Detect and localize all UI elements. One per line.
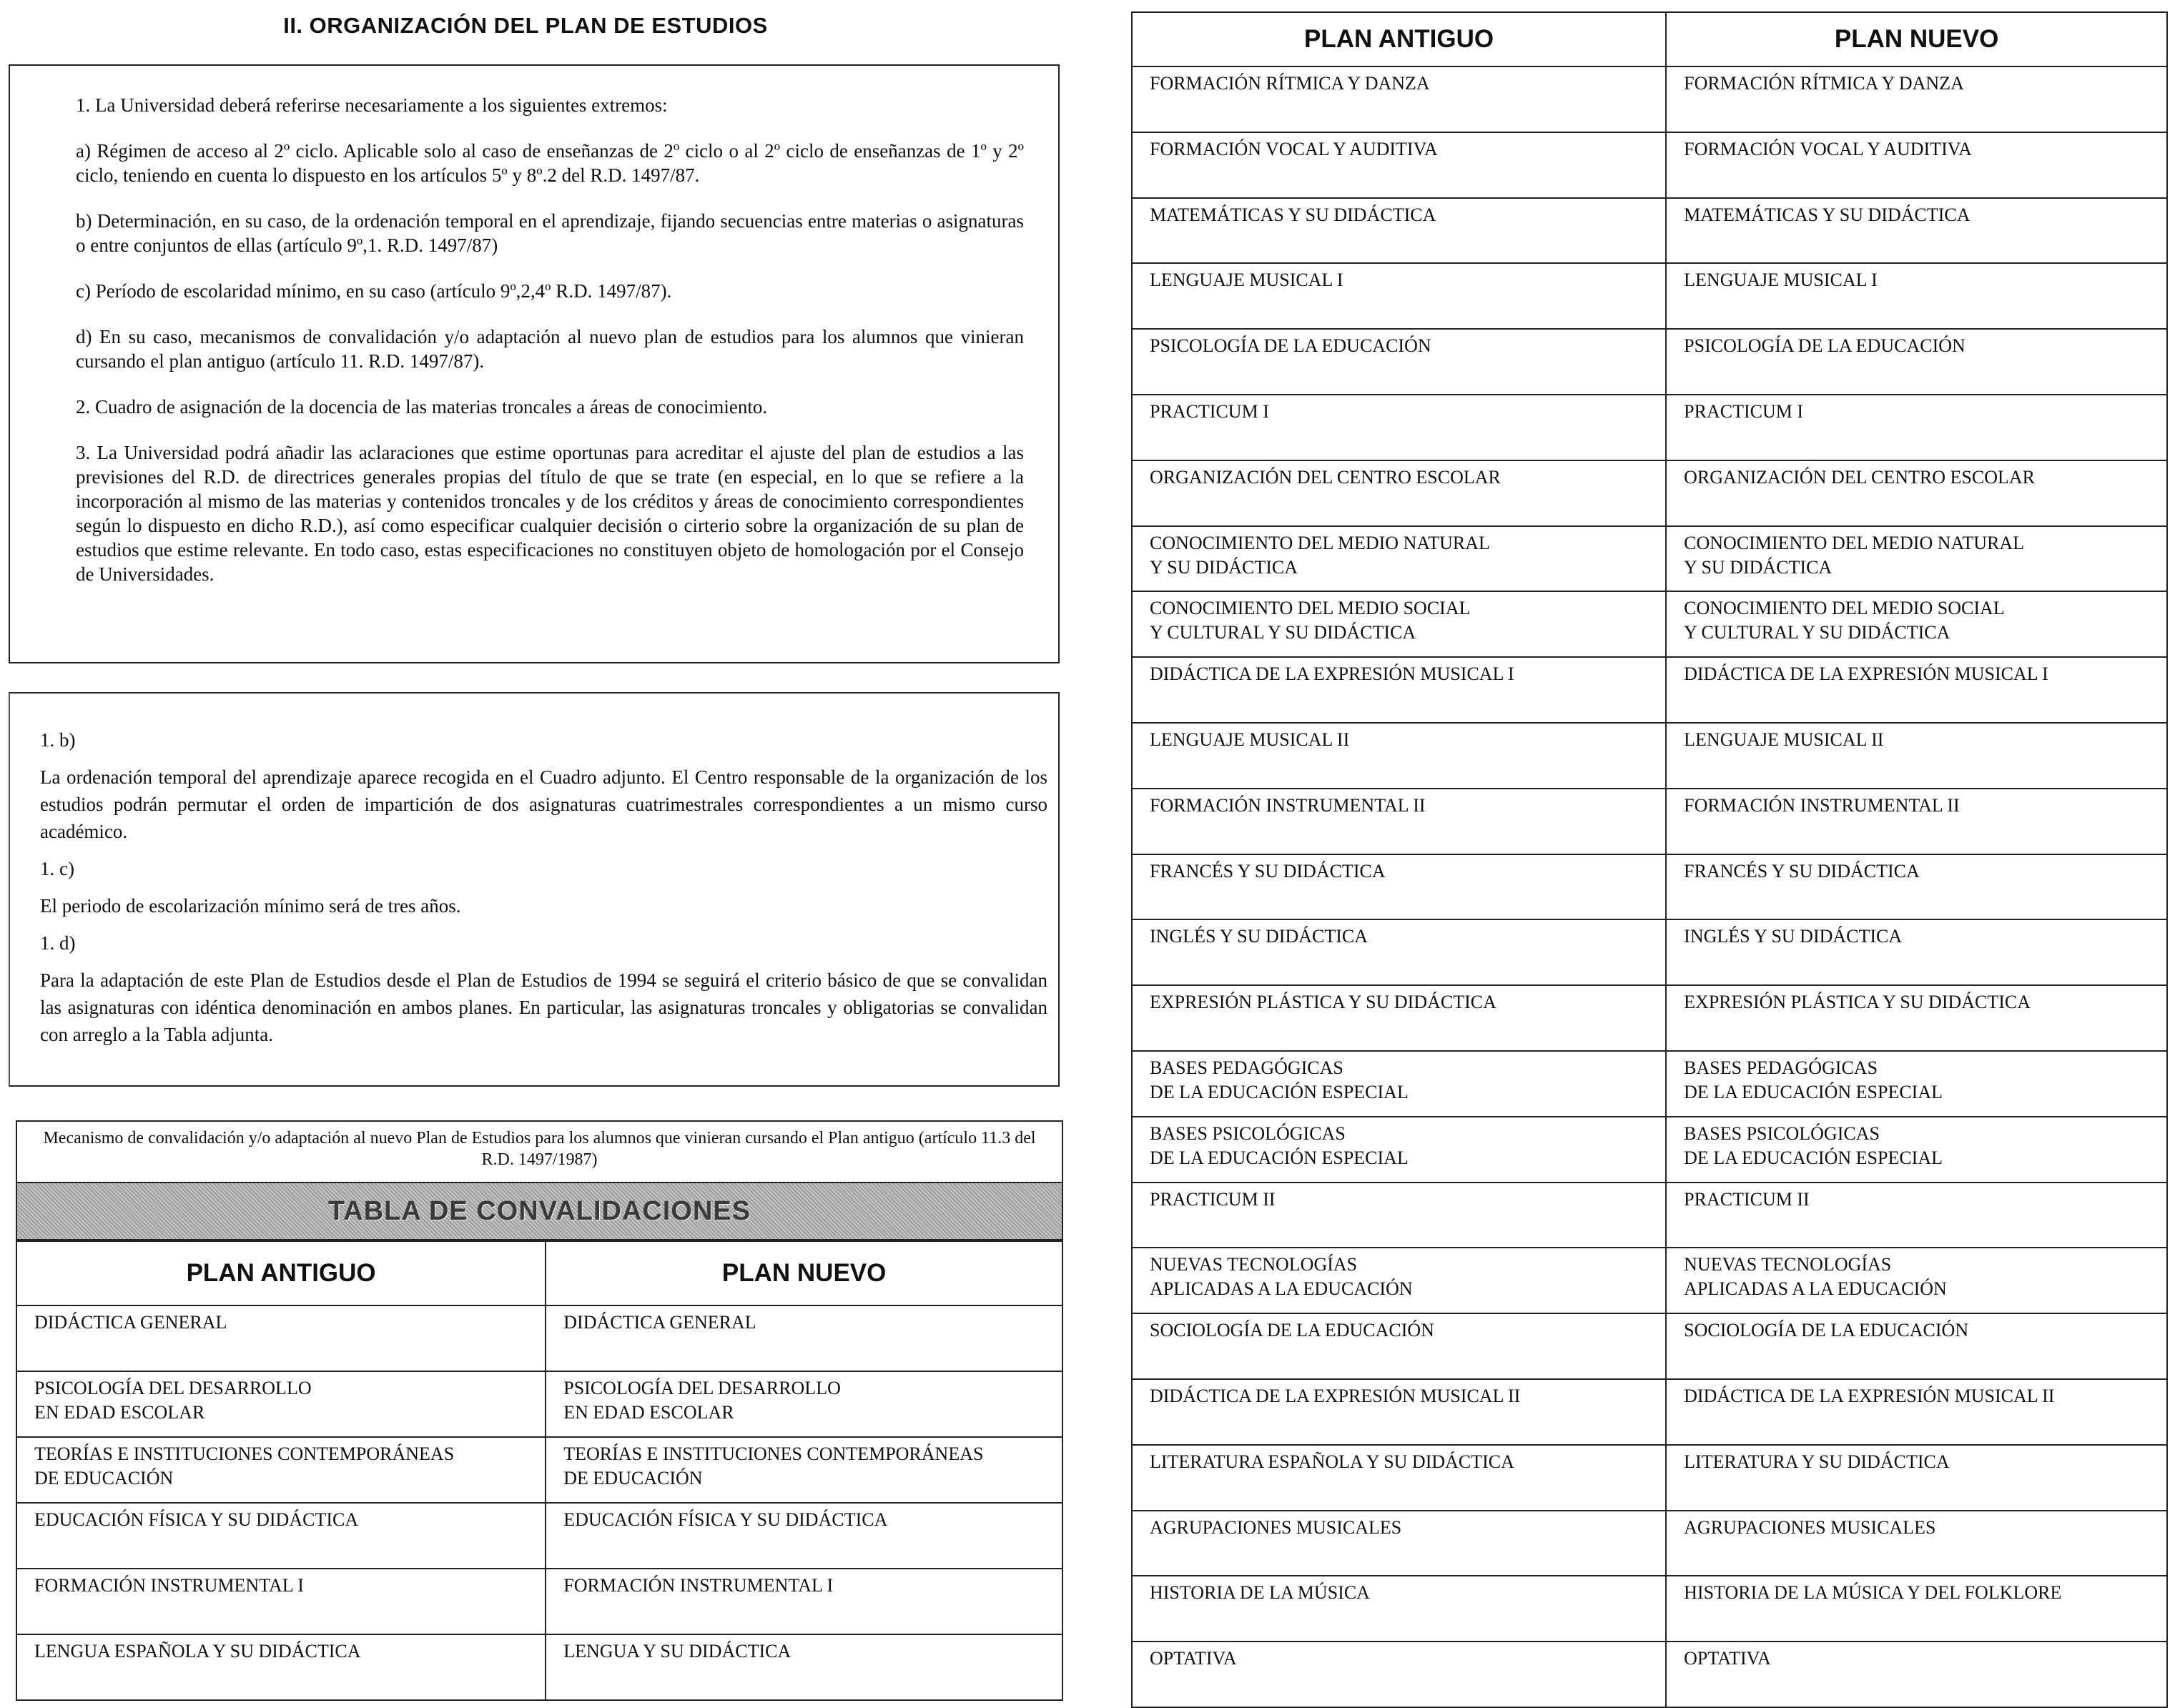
subject-name: INGLÉS Y SU DIDÁCTICA	[1684, 926, 1903, 947]
cell-plan-antiguo	[16, 1371, 546, 1437]
cell-plan-antiguo	[16, 1305, 546, 1371]
table-row	[1132, 1313, 2167, 1379]
subject-name: SOCIOLOGÍA DE LA EDUCACIÓN	[1150, 1320, 1434, 1341]
cell-plan-nuevo	[1666, 985, 2167, 1051]
subject-name: EDUCACIÓN FÍSICA Y SU DIDÁCTICA	[34, 1509, 359, 1530]
cell-plan-antiguo	[1132, 1248, 1666, 1313]
subject-name: LENGUAJE MUSICAL II	[1150, 729, 1350, 750]
subject-name: PSICOLOGÍA DEL DESARROLLO EN EDAD ESCOLAR	[563, 1378, 841, 1423]
subject-name: EDUCACIÓN FÍSICA Y SU DIDÁCTICA	[563, 1509, 888, 1530]
subject-name: PSICOLOGÍA DE LA EDUCACIÓN	[1150, 335, 1431, 357]
cell-plan-nuevo	[546, 1305, 1062, 1371]
cell-plan-antiguo	[1132, 591, 1666, 657]
cell-plan-antiguo	[1132, 919, 1666, 985]
table-row	[1132, 1379, 2167, 1445]
cell-plan-antiguo	[1132, 329, 1666, 395]
mechanism-caption: Mecanismo de convalidación y/o adaptación al nuevo Plan de Estudios para los alumnos que vinieran cursando el Plan antiguo (artículo 11.3 del R.D. 1497/1987)	[16, 1120, 1063, 1182]
subject-name: FRANCÉS Y SU DIDÁCTICA	[1150, 860, 1386, 882]
subject-name: BASES PEDAGÓGICAS DE LA EDUCACIÓN ESPECIAL	[1150, 1057, 1409, 1102]
cell-plan-nuevo	[1666, 526, 2167, 592]
subject-name: AGRUPACIONES MUSICALES	[1150, 1516, 1402, 1538]
cell-plan-antiguo	[1132, 1051, 1666, 1117]
subject-name: CONOCIMIENTO DEL MEDIO SOCIAL Y CULTURAL Y SU DIDÁCTICA	[1150, 598, 1471, 643]
table-row	[1132, 1051, 2167, 1117]
cell-plan-nuevo	[1666, 1313, 2167, 1379]
cell-plan-antiguo	[1132, 1313, 1666, 1379]
subject-name: DIDÁCTICA DE LA EXPRESIÓN MUSICAL II	[1150, 1385, 1521, 1406]
cell-plan-nuevo	[1666, 723, 2167, 789]
cell-plan-antiguo	[16, 1634, 546, 1700]
cell-plan-nuevo	[1666, 198, 2167, 264]
table-row	[16, 1437, 1062, 1503]
cell-plan-nuevo	[1666, 919, 2167, 985]
subject-name: PRACTICUM II	[1684, 1188, 1810, 1210]
subject-name: DIDÁCTICA DE LA EXPRESIÓN MUSICAL II	[1684, 1385, 2055, 1406]
cell-plan-antiguo	[1132, 263, 1666, 329]
subject-name: LENGUA Y SU DIDÁCTICA	[563, 1641, 791, 1662]
subject-name: FORMACIÓN INSTRUMENTAL II	[1684, 794, 1960, 816]
subject-name: CONOCIMIENTO DEL MEDIO SOCIAL Y CULTURAL Y SU DIDÁCTICA	[1684, 598, 2005, 643]
answer-c-text: El periodo de escolarización mínimo será de tres años.	[40, 895, 461, 917]
subject-name: FORMACIÓN INSTRUMENTAL I	[563, 1575, 834, 1596]
subject-name: CONOCIMIENTO DEL MEDIO NATURAL Y SU DIDÁCTICA	[1684, 532, 2025, 578]
table-row	[1132, 1511, 2167, 1576]
table-row	[1132, 723, 2167, 789]
subject-name: SOCIOLOGÍA DE LA EDUCACIÓN	[1684, 1320, 1969, 1341]
subject-name: AGRUPACIONES MUSICALES	[1684, 1516, 1936, 1538]
subject-name: LENGUAJE MUSICAL I	[1684, 270, 1878, 291]
table-row	[16, 1371, 1062, 1437]
cell-plan-nuevo	[1666, 1051, 2167, 1117]
subject-name: DIDÁCTICA GENERAL	[34, 1312, 227, 1333]
cell-plan-nuevo	[546, 1634, 1062, 1700]
cell-plan-nuevo	[1666, 1248, 2167, 1313]
instruction-item: 2. Cuadro de asignación de la docencia de las materias troncales a áreas de conocimiento.	[76, 396, 768, 418]
subject-name: ORGANIZACIÓN DEL CENTRO ESCOLAR	[1684, 466, 2036, 488]
subject-name: EXPRESIÓN PLÁSTICA Y SU DIDÁCTICA	[1150, 992, 1496, 1013]
table-row	[16, 1305, 1062, 1371]
cell-plan-nuevo	[546, 1437, 1062, 1503]
subject-name: FORMACIÓN RÍTMICA Y DANZA	[1150, 73, 1430, 94]
cell-plan-nuevo	[1666, 460, 2167, 526]
subject-name: FRANCÉS Y SU DIDÁCTICA	[1684, 860, 1920, 882]
instruction-item: 1. La Universidad deberá referirse necesariamente a los siguientes extremos:	[76, 94, 668, 116]
table-row	[1132, 1117, 2167, 1183]
answer-c-label: 1. c)	[40, 858, 74, 879]
subject-name: LENGUAJE MUSICAL II	[1684, 729, 1884, 750]
subject-name: PSICOLOGÍA DEL DESARROLLO EN EDAD ESCOLAR	[34, 1378, 312, 1423]
subject-name: DIDÁCTICA DE LA EXPRESIÓN MUSICAL I	[1150, 663, 1514, 685]
cell-plan-antiguo	[1132, 723, 1666, 789]
cell-plan-antiguo	[1132, 395, 1666, 460]
subject-name: FORMACIÓN RÍTMICA Y DANZA	[1684, 73, 1964, 94]
cell-plan-antiguo	[1132, 198, 1666, 264]
instructions-box	[9, 64, 1060, 663]
cell-plan-antiguo	[1132, 1445, 1666, 1511]
instruction-item: d) En su caso, mecanismos de convalidación y/o adaptación al nuevo plan de estudios para los alumnos que vinieran cursando el plan antiguo (artículo 11. R.D. 1497/87).	[76, 326, 1024, 372]
instruction-item: 3. La Universidad podrá añadir las aclaraciones que estime oportunas para acreditar el ajuste del plan de estudios a las previsiones del R.D. de directrices generales propias del título de que se trate (en especial, en lo que se refiere a la incorporación al mismo de las materias y contenidos troncales y de los créditos y áreas de conocimiento correspondientes según lo dispuesto en dicho R.D.), así como especificar cualquier decisión o cirterio sobre la organización de su plan de estudios que estime relevante. En todo caso, estas especificaciones no constituyen objeto de homologación por el Consejo de Universidades.	[76, 442, 1024, 585]
convalidation-table-right	[1131, 11, 2168, 1708]
cell-plan-antiguo	[1132, 526, 1666, 592]
answer-b-text: La ordenación temporal del aprendizaje aparece recogida en el Cuadro adjunto. El Centro responsable de la organización de los estudios podrán permutar el orden de impartición de dos asignaturas cuatrimestrales correspondientes a un mismo curso académico.	[40, 766, 1047, 842]
cell-plan-nuevo	[1666, 1642, 2167, 1707]
table-row	[1132, 985, 2167, 1051]
subject-name: TEORÍAS E INSTITUCIONES CONTEMPORÁNEAS DE EDUCACIÓN	[563, 1443, 984, 1489]
table-row	[1132, 1248, 2167, 1313]
table-row	[1132, 132, 2167, 198]
subject-name: LENGUAJE MUSICAL I	[1150, 270, 1343, 291]
table-row	[1132, 1183, 2167, 1248]
subject-name: BASES PSICOLÓGICAS DE LA EDUCACIÓN ESPECIAL	[1150, 1122, 1409, 1168]
subject-name: DIDÁCTICA DE LA EXPRESIÓN MUSICAL I	[1684, 663, 2048, 685]
subject-name: FORMACIÓN VOCAL Y AUDITIVA	[1684, 138, 1972, 159]
subject-name: LITERATURA ESPAÑOLA Y SU DIDÁCTICA	[1150, 1451, 1514, 1472]
subject-name: LITERATURA Y SU DIDÁCTICA	[1684, 1451, 1950, 1472]
subject-name: OPTATIVA	[1150, 1648, 1237, 1669]
subject-name: TEORÍAS E INSTITUCIONES CONTEMPORÁNEAS DE EDUCACIÓN	[34, 1443, 455, 1489]
cell-plan-antiguo	[1132, 132, 1666, 198]
table-row	[16, 1569, 1062, 1634]
section-title: II. ORGANIZACIÓN DEL PLAN DE ESTUDIOS	[283, 13, 768, 38]
subject-name: MATEMÁTICAS Y SU DIDÁCTICA	[1684, 204, 1971, 225]
table-row	[1132, 919, 2167, 985]
table-row	[1132, 1576, 2167, 1642]
subject-name: INGLÉS Y SU DIDÁCTICA	[1150, 926, 1368, 947]
subject-name: DIDÁCTICA GENERAL	[563, 1312, 756, 1333]
cell-plan-antiguo	[1132, 1576, 1666, 1642]
subject-name: FORMACIÓN INSTRUMENTAL II	[1150, 794, 1426, 816]
subject-name: EXPRESIÓN PLÁSTICA Y SU DIDÁCTICA	[1684, 992, 2031, 1013]
cell-plan-nuevo	[1666, 395, 2167, 460]
cell-plan-nuevo	[1666, 132, 2167, 198]
header-plan-nuevo: PLAN NUEVO	[1666, 12, 2167, 66]
cell-plan-antiguo	[1132, 789, 1666, 854]
subject-name: ORGANIZACIÓN DEL CENTRO ESCOLAR	[1150, 466, 1501, 488]
cell-plan-antiguo	[16, 1437, 546, 1503]
subject-name: PSICOLOGÍA DE LA EDUCACIÓN	[1684, 335, 1966, 357]
cell-plan-nuevo	[1666, 263, 2167, 329]
subject-name: MATEMÁTICAS Y SU DIDÁCTICA	[1150, 204, 1436, 225]
table-row	[1132, 198, 2167, 264]
cell-plan-antiguo	[1132, 1642, 1666, 1707]
table-row	[1132, 591, 2167, 657]
cell-plan-nuevo	[1666, 854, 2167, 920]
cell-plan-antiguo	[1132, 1511, 1666, 1576]
table-row	[1132, 1445, 2167, 1511]
table-row	[16, 1503, 1062, 1569]
cell-plan-antiguo	[1132, 1117, 1666, 1183]
table-row	[1132, 263, 2167, 329]
instruction-item: a) Régimen de acceso al 2º ciclo. Aplicable solo al caso de enseñanzas de 2º ciclo o al 2º ciclo de enseñanzas de 1º y 2º ciclo, teniendo en cuenta lo dispuesto en los artículos 5º y 8º.2 del R.D. 1497/87.	[76, 140, 1024, 186]
subject-name: HISTORIA DE LA MÚSICA Y DEL FOLKLORE	[1684, 1582, 2062, 1604]
subject-name: CONOCIMIENTO DEL MEDIO NATURAL Y SU DIDÁCTICA	[1150, 532, 1490, 578]
subject-name: NUEVAS TECNOLOGÍAS APLICADAS A LA EDUCACIÓN	[1150, 1254, 1413, 1300]
header-plan-antiguo: PLAN ANTIGUO	[1132, 12, 1666, 66]
cell-plan-nuevo	[1666, 591, 2167, 657]
table-row	[1132, 526, 2167, 592]
instruction-item: b) Determinación, en su caso, de la ordenación temporal en el aprendizaje, fijando secuencias entre materias o asignaturas o entre conjuntos de ellas (artículo 9º,1. R.D. 1497/87)	[76, 210, 1024, 256]
cell-plan-nuevo	[546, 1503, 1062, 1569]
header-plan-nuevo: PLAN NUEVO	[546, 1241, 1062, 1305]
cell-plan-antiguo	[1132, 657, 1666, 723]
cell-plan-antiguo	[1132, 66, 1666, 132]
answers-box	[9, 692, 1060, 1087]
table-row	[1132, 854, 2167, 920]
subject-name: FORMACIÓN VOCAL Y AUDITIVA	[1150, 138, 1438, 159]
subject-name: PRACTICUM I	[1150, 400, 1269, 422]
cell-plan-nuevo	[1666, 66, 2167, 132]
subject-name: LENGUA ESPAÑOLA Y SU DIDÁCTICA	[34, 1641, 361, 1662]
cell-plan-antiguo	[16, 1503, 546, 1569]
table-row	[1132, 657, 2167, 723]
subject-name: PRACTICUM I	[1684, 400, 1804, 422]
answer-b-label: 1. b)	[40, 729, 76, 751]
cell-plan-nuevo	[1666, 1511, 2167, 1576]
table-title-banner	[16, 1182, 1063, 1240]
answer-d-text: Para la adaptación de este Plan de Estudios desde el Plan de Estudios de 1994 se seguirá el criterio básico de que se convalidan las asignaturas con idéntica denominación en ambos planes. En particular, las asignaturas troncales y obligatorias se convalidan con arreglo a la Tabla adjunta.	[40, 969, 1047, 1045]
cell-plan-nuevo	[1666, 1183, 2167, 1248]
cell-plan-nuevo	[1666, 1117, 2167, 1183]
table-row	[1132, 395, 2167, 460]
subject-name: NUEVAS TECNOLOGÍAS APLICADAS A LA EDUCACIÓN	[1684, 1254, 1947, 1300]
table-row	[1132, 1642, 2167, 1707]
cell-plan-antiguo	[1132, 1183, 1666, 1248]
table-title: TABLA DE CONVALIDACIONES	[327, 1195, 751, 1226]
table-row	[1132, 460, 2167, 526]
cell-plan-antiguo	[1132, 1379, 1666, 1445]
cell-plan-nuevo	[1666, 789, 2167, 854]
cell-plan-antiguo	[1132, 460, 1666, 526]
table-row	[1132, 66, 2167, 132]
cell-plan-nuevo	[1666, 1379, 2167, 1445]
cell-plan-antiguo	[16, 1569, 546, 1634]
subject-name: FORMACIÓN INSTRUMENTAL I	[34, 1575, 304, 1596]
convalidation-table-left	[16, 1240, 1063, 1701]
cell-plan-antiguo	[1132, 985, 1666, 1051]
cell-plan-nuevo	[546, 1569, 1062, 1634]
table-row	[1132, 789, 2167, 854]
cell-plan-antiguo	[1132, 854, 1666, 920]
subject-name: BASES PSICOLÓGICAS DE LA EDUCACIÓN ESPECIAL	[1684, 1122, 1943, 1168]
cell-plan-nuevo	[546, 1371, 1062, 1437]
subject-name: HISTORIA DE LA MÚSICA	[1150, 1582, 1370, 1604]
subject-name: BASES PEDAGÓGICAS DE LA EDUCACIÓN ESPECIAL	[1684, 1057, 1943, 1102]
header-plan-antiguo: PLAN ANTIGUO	[16, 1241, 546, 1305]
table-row	[1132, 329, 2167, 395]
table-row	[16, 1634, 1062, 1700]
instruction-item: c) Período de escolaridad mínimo, en su caso (artículo 9º,2,4º R.D. 1497/87).	[76, 280, 672, 302]
subject-name: PRACTICUM II	[1150, 1188, 1276, 1210]
cell-plan-nuevo	[1666, 657, 2167, 723]
answer-d-label: 1. d)	[40, 932, 76, 954]
cell-plan-nuevo	[1666, 1445, 2167, 1511]
cell-plan-nuevo	[1666, 1576, 2167, 1642]
subject-name: OPTATIVA	[1684, 1648, 1771, 1669]
cell-plan-nuevo	[1666, 329, 2167, 395]
